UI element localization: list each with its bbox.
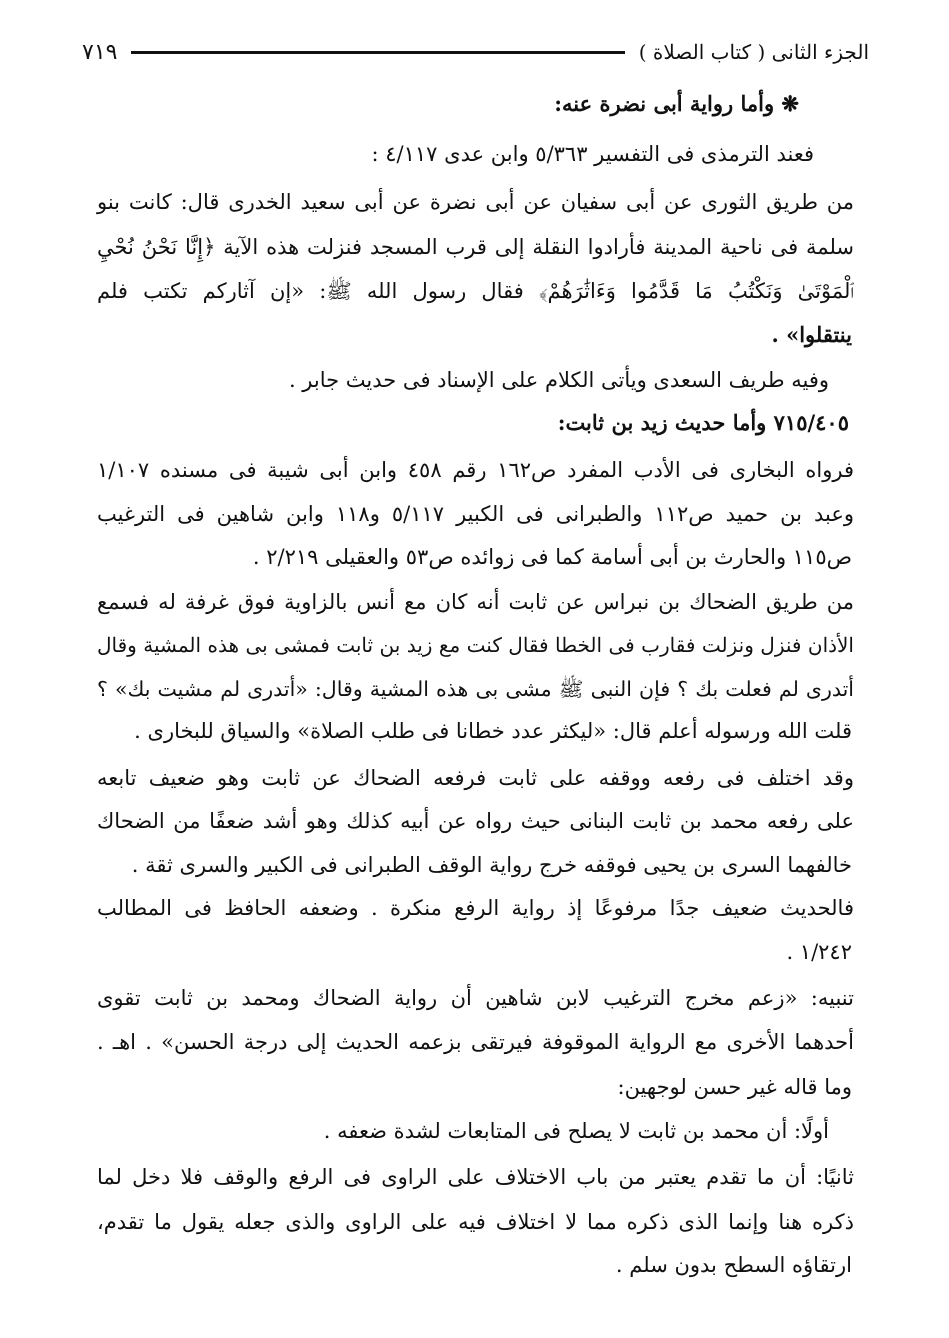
text-line: وفيه طريف السعدى ويأتى الكلام على الإسناد فى حديث جابر . [288, 368, 829, 392]
text-line: ص١١٥ والحارث بن أبى أسامة كما فى زوائده ص٥٣ والعقيلى ٢/٢١٩ . [252, 545, 852, 569]
text-line: الأذان فنزل ونزلت فقارب فى الخطا فقال كنت مع زيد بن ثابت فمشى بى هذه المشية وقال [97, 633, 854, 657]
text-line: وما قاله غير حسن لوجهين: [617, 1075, 852, 1099]
point-second: ثانيًا: أن ما تقدم يعتبر من باب الاختلاف على الراوى فى الرفع والوقف فلا دخل لما [97, 1165, 854, 1189]
text-line: وعبد بن حميد ص١١٢ والطبرانى فى الكبير ٥/١١٧ و١١٨ وابن شاهين فى الترغيب [97, 502, 855, 526]
text-line: ذكره هنا وإنما الذى ذكره مما لا اختلاف فيه على الراوى والذى جعله يقول ما تقدم، [97, 1210, 854, 1234]
text-line: فرواه البخارى فى الأدب المفرد ص١٦٢ رقم ٤٥٨ وابن أبى شيبة فى مسنده ١/١٠٧ [97, 458, 854, 482]
text-line: ٱلْمَوْتَىٰ وَنَكْتُبُ مَا قَدَّمُوا وَءَاثَٰرَهُمْ﴾ فقال رسول الله ﷺ: «إن آثاركم تكتب فلم [97, 279, 854, 303]
section-heading-zaid: ٧١٥/٤٠٥ وأما حديث زيد بن ثابت: [557, 410, 849, 435]
section-heading-abi-nadra: ❋ وأما رواية أبى نضرة عنه: [554, 91, 799, 116]
point-first: أولًا: أن محمد بن ثابت لا يصلح فى المتابعات لشدة ضعفه . [323, 1119, 829, 1143]
text-line: وقد اختلف فى رفعه ووقفه على ثابت فرفعه الضحاك عن ثابت وهو ضعيف تابعه [97, 766, 854, 790]
text-line: سلمة فى ناحية المدينة فأرادوا النقلة إلى قرب المسجد فنزلت هذه الآية ﴿إِنَّا نَحْنُ نُحْيِ [97, 235, 854, 259]
header-rule [131, 51, 624, 54]
text-line: من طريق الثورى عن أبى سفيان عن أبى نضرة عن أبى سعيد الخدرى قال: كانت بنو [97, 190, 854, 214]
page-number: ٧١٩ [82, 39, 118, 65]
text-line: ارتقاؤه السطح بدون سلم . [615, 1253, 852, 1277]
page-header [82, 32, 869, 72]
text-line: من طريق الضحاك بن نبراس عن ثابت أنه كان مع أنس بالزاوية فوق غرفة له فسمع [97, 590, 854, 614]
text-line: قلت الله ورسوله أعلم قال: «ليكثر عدد خطانا فى طلب الصلاة» والسياق للبخارى . [134, 719, 852, 743]
text-line: فالحديث ضعيف جدًا مرفوعًا إذ رواية الرفع منكرة . وضعفه الحافظ فى المطالب [97, 896, 854, 920]
text-line: ١/٢٤٢ . [786, 940, 852, 964]
text-line: على رفعه محمد بن ثابت البنانى حيث رواه عن أبيه كذلك وهو أشد ضعفًا من الضحاك [97, 809, 854, 833]
text-line: ينتقلوا» . [771, 322, 852, 347]
note-line: أحدهما الأخرى مع الرواية الموقوفة فيرتقى بزعمه الحديث إلى درجة الحسن» . اهـ . [97, 1030, 854, 1054]
note-line: تنبيه: «زعم مخرج الترغيب لابن شاهين أن رواية الضحاك ومحمد بن ثابت تقوى [97, 986, 854, 1010]
text-line: أتدرى لم فعلت بك ؟ فإن النبى ﷺ مشى بى هذه المشية وقال: «أتدرى لم مشيت بك» ؟ [97, 677, 854, 701]
text-line: فعند الترمذى فى التفسير ٥/٣٦٣ وابن عدى ٤/١١٧ : [371, 142, 814, 166]
text-line: خالفهما السرى بن يحيى فوقفه خرج رواية الوقف الطبرانى فى الكبير والسرى ثقة . [131, 853, 852, 877]
running-title: الجزء الثانى ( كتاب الصلاة ) [638, 40, 869, 64]
